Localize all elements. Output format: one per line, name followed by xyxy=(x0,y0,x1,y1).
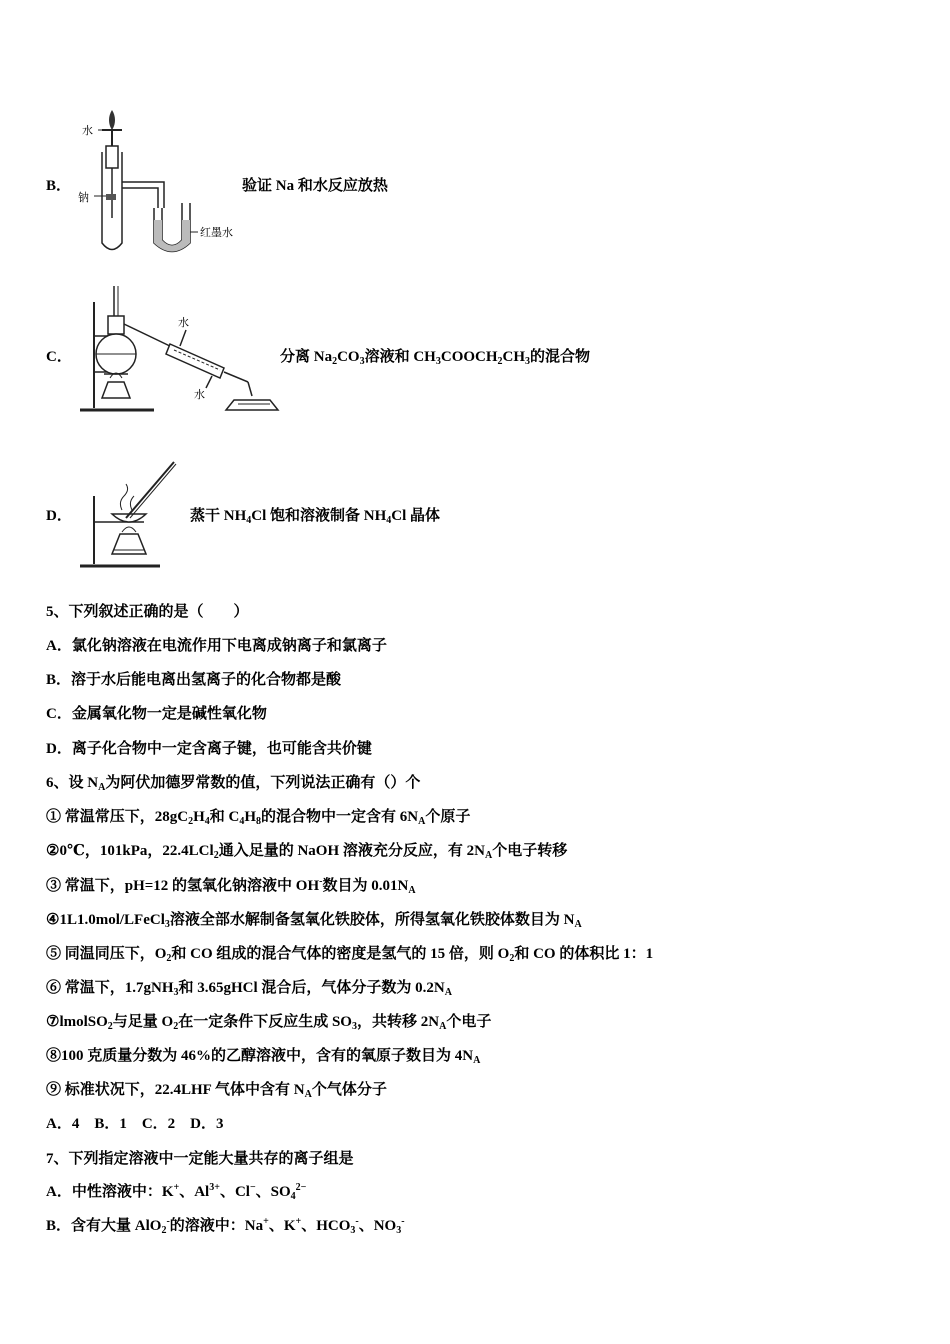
option-b-letter: B． xyxy=(46,178,72,194)
water-label: 水 xyxy=(82,124,93,137)
option-c-letter: C． xyxy=(46,349,72,365)
q6-item-6: ⑥ 常温下，1.7gNH$_3$和 3.65gHCl 混合后，气体分子数为 $0.2N_A$ xyxy=(46,980,453,998)
q7-stem: 7、下列指定溶液中一定能大量共存的离子组是 xyxy=(46,1151,354,1167)
water-out-label: 水 xyxy=(178,316,189,329)
q7-option-a: A．中性溶液中：K+、$Al^{3+}$、Cl−、$SO_4^{2-}$ xyxy=(46,1182,307,1202)
q6-item-4: ④1L1.0mol/LFeCl$_3$溶液全部水解制备氢氧化铁胶体，所得氢氧化铁胶体数目为 $N_A$ xyxy=(46,912,582,930)
q7-option-b: B．含有大量 AlO$_2$-的溶液中：Na+、K+、$HCO_3^-$、$NO_3^-$ xyxy=(46,1216,405,1236)
q6-item-1: ① 常温常压下，$28gC_2H_4$和 $C_4H_8$的混合物中一定含有 $6N_A$个原子 xyxy=(46,809,471,827)
option-d-caption: 蒸干 $NH_4Cl$ 饱和溶液制备 $NH_4Cl$ 晶体 xyxy=(190,508,441,526)
q5-option-a: A．氯化钠溶液在电流作用下电离成钠离子和氯离子 xyxy=(46,638,387,654)
q6-stem: 6、设 $N_A$为阿伏加德罗常数的值，下列说法正确有（）个 xyxy=(46,775,421,793)
q5-option-d: D．离子化合物中一定含离子键，也可能含共价键 xyxy=(46,741,372,757)
red-ink-label: 红墨水 xyxy=(200,226,233,239)
option-d-letter: D． xyxy=(46,508,72,524)
q6-item-5: ⑤ 同温同压下，$O_2$和 CO 组成的混合气体的密度是氢气的 15 倍，则 $O_2$和 CO 的体积比 1：1 xyxy=(46,946,654,964)
q6-item-9: ⑨ 标准状况下，22.4LHF 气体中含有 $N_A$个气体分子 xyxy=(46,1082,387,1100)
q6-answers: A．4 B．1 C．2 D．3 xyxy=(46,1116,224,1132)
q6-item-2: ②0℃，101kPa，22.4LCl$_2$通入足量的 NaOH 溶液充分反应，有 $2N_A$个电子转移 xyxy=(46,843,568,861)
q6-item-3: ③ 常温下，pH=12 的氢氧化钠溶液中 OH-数目为 $0.01N_A$ xyxy=(46,876,416,896)
water-in-label: 水 xyxy=(194,388,205,401)
q5-option-b: B．溶于水后能电离出氢离子的化合物都是酸 xyxy=(46,672,342,688)
q6-item-7: ⑦lmolSO$_2$与足量 $O_2$在一定条件下反应生成 $SO_3$，共转移 $2N_A$个电子 xyxy=(46,1014,492,1032)
q6-item-8: ⑧100 克质量分数为 46%的乙醇溶液中，含有的氧原子数目为 $4N_A$ xyxy=(46,1048,481,1066)
distillation-apparatus-figure xyxy=(74,282,284,417)
option-c-caption: 分离 $Na_2CO_3$溶液和 $CH_3COOCH_2CH_3$的混合物 xyxy=(280,349,591,367)
option-b-caption: 验证 Na 和水反应放热 xyxy=(242,178,388,194)
evaporation-apparatus-figure xyxy=(74,456,184,571)
sodium-water-apparatus-figure xyxy=(74,108,244,258)
q5-stem: 5、下列叙述正确的是（ ） xyxy=(46,604,249,620)
q5-option-c: C．金属氧化物一定是碱性氧化物 xyxy=(46,706,267,722)
sodium-label: 钠 xyxy=(78,191,89,204)
